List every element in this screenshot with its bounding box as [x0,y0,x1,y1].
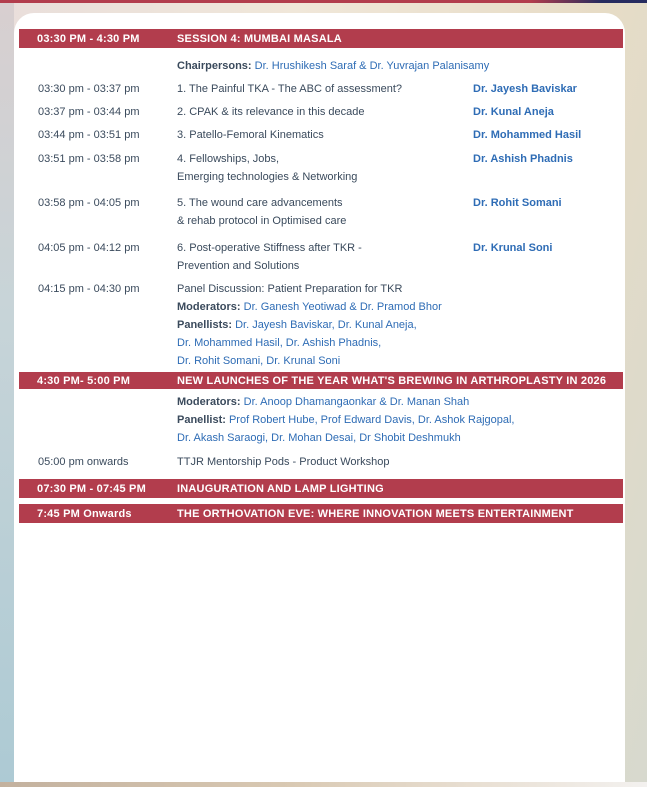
talk-time: 03:30 pm - 03:37 pm [38,83,140,95]
schedule-row-talk-6 [14,239,625,275]
orthovation-eve-header-bar [19,504,623,523]
eve-title: THE ORTHOVATION EVE: WHERE INNOVATION MEETS ENTERTAINMENT [177,507,574,520]
panel-time: 04:15 pm - 04:30 pm [38,283,140,295]
talk-topic-line2: Emerging technologies & Networking [177,171,358,183]
schedule-card [14,13,625,782]
talk-topic-line2: Prevention and Solutions [177,260,300,272]
new-launches-header-bar [19,372,623,389]
launches-panellist-1: Prof Robert Hube, Prof Edward Davis, Dr. Ashok Rajgopal, [228,414,515,426]
inauguration-title: INAUGURATION AND LAMP LIGHTING [177,482,384,495]
schedule-row-workshop [14,453,625,471]
talk-topic: 3. Patello-Femoral Kinematics [177,129,324,141]
panel-panellists-1: Dr. Jayesh Baviskar, Dr. Kunal Aneja, [235,319,417,331]
panel-moderators: Dr. Ganesh Yeotiwad & Dr. Pramod Bhor [243,301,442,313]
talk-time: 04:05 pm - 04:12 pm [38,242,140,254]
launches-moderators: Dr. Anoop Dhamangaonkar & Dr. Manan Shah [243,396,470,408]
talk-speaker: Dr. Ashish Phadnis [473,153,573,165]
panel-panellists-3: Dr. Rohit Somani, Dr. Krunal Soni [177,355,341,367]
schedule-row-panel [14,280,625,370]
talk-speaker: Dr. Mohammed Hasil [473,129,582,141]
talk-topic: 2. CPAK & its relevance in this decade [177,106,365,118]
launches-panellist-label: Panellist: [177,414,229,426]
new-launches-detail-row [14,393,625,447]
session4-header-bar [19,29,623,48]
talk-time: 03:58 pm - 04:05 pm [38,197,140,209]
schedule-row-talk-5 [14,194,625,230]
talk-topic: 6. Post-operative Stiffness after TKR - [177,242,362,254]
session4-title: SESSION 4: MUMBAI MASALA [177,32,342,45]
bottom-accent-strip [0,782,647,787]
eve-time: 7:45 PM Onwards [37,507,132,520]
new-launches-title: NEW LAUNCHES OF THE YEAR WHAT'S BREWING IN ARTHROPLASTY IN 2026 [177,374,607,387]
panel-panellists-2: Dr. Mohammed Hasil, Dr. Ashish Phadnis, [177,337,382,349]
panel-panellists-label: Panellists: [177,319,236,331]
inauguration-header-bar [19,479,623,498]
talk-time: 03:37 pm - 03:44 pm [38,106,140,118]
talk-speaker: Dr. Rohit Somani [473,197,562,209]
chairpersons-row [14,57,625,75]
talk-speaker: Dr. Jayesh Baviskar [473,83,577,95]
launches-panellist-2: Dr. Akash Saraogi, Dr. Mohan Desai, Dr Shobit Deshmukh [177,432,461,444]
schedule-row-talk-4 [14,150,625,186]
schedule-row-talk-1 [14,80,625,98]
talk-speaker: Dr. Kunal Aneja [473,106,554,118]
chairpersons-label: Chairpersons: [177,60,255,72]
session4-time: 03:30 PM - 4:30 PM [37,32,140,45]
new-launches-time: 4:30 PM- 5:00 PM [37,374,131,387]
talk-topic-line2: & rehab protocol in Optimised care [177,215,347,227]
launches-moderators-label: Moderators: [177,396,244,408]
talk-time: 03:51 pm - 03:58 pm [38,153,140,165]
workshop-topic: TTJR Mentorship Pods - Product Workshop [177,456,390,468]
talk-speaker: Dr. Krunal Soni [473,242,553,254]
top-accent-strip [0,0,647,3]
talk-topic: 5. The wound care advancements [177,197,343,209]
panel-moderators-label: Moderators: [177,301,244,313]
schedule-row-talk-3 [14,126,625,144]
talk-topic: 1. The Painful TKA - The ABC of assessment? [177,83,403,95]
left-background-band [0,3,14,782]
panel-title: Panel Discussion: Patient Preparation for TKR [177,283,403,295]
chairpersons-names: Dr. Hrushikesh Saraf & Dr. Yuvrajan Palanisamy [254,60,490,72]
talk-topic: 4. Fellowships, Jobs, [177,153,280,165]
talk-time: 03:44 pm - 03:51 pm [38,129,140,141]
workshop-time: 05:00 pm onwards [38,456,129,468]
inauguration-time: 07:30 PM - 07:45 PM [37,482,146,495]
schedule-row-talk-2 [14,103,625,121]
